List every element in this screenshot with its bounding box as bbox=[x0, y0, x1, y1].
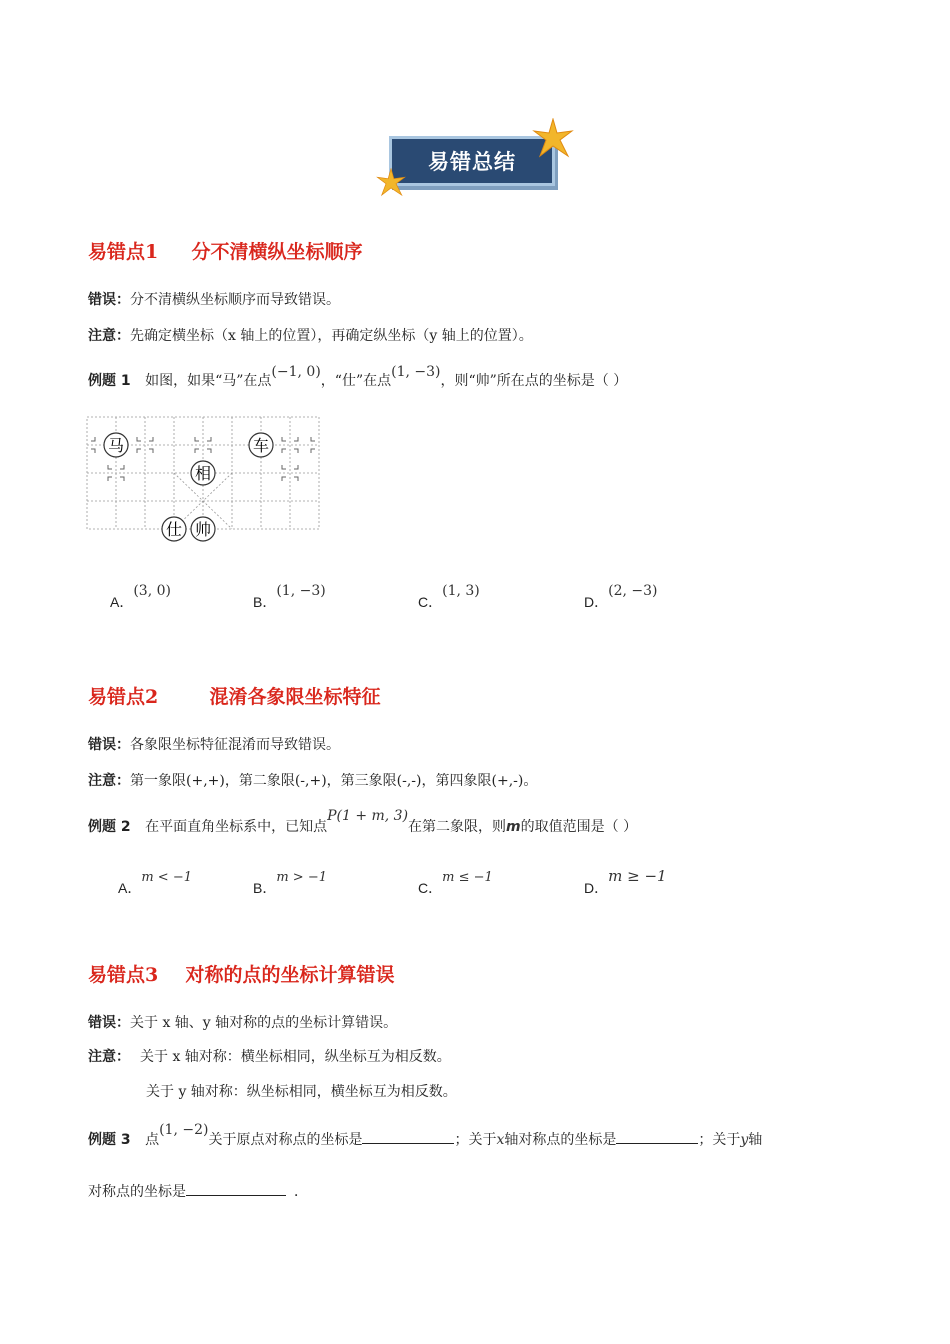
option-letter: C． bbox=[418, 880, 443, 896]
option-c[interactable] bbox=[418, 580, 480, 610]
point: (1, −2) bbox=[159, 1122, 209, 1138]
heading-title: 混淆各象限坐标特征 bbox=[209, 686, 381, 708]
example-label: 例题 1 bbox=[88, 373, 131, 389]
option-letter: B． bbox=[253, 594, 277, 610]
note-text: 关于 x 轴对称：横坐标相同，纵坐标互为相反数。 bbox=[140, 1049, 451, 1065]
option-b[interactable] bbox=[253, 866, 327, 896]
section3-note bbox=[88, 1047, 451, 1067]
heading-number: 2 bbox=[145, 686, 159, 708]
error-text: 各象限坐标特征混淆而导致错误。 bbox=[130, 737, 340, 753]
example2-question bbox=[88, 808, 638, 837]
banner-title: 易错总结 bbox=[428, 150, 516, 174]
section2-note bbox=[88, 771, 537, 791]
error-text: 分不清横纵坐标顺序而导致错误。 bbox=[130, 292, 340, 308]
example-label: 例题 3 bbox=[88, 1132, 131, 1148]
question-text: 关于原点对称点的坐标是 bbox=[208, 1132, 363, 1148]
piece-label: 仕 bbox=[165, 520, 183, 539]
note-label: 注意： bbox=[88, 328, 130, 344]
heading-label: 易错点 bbox=[88, 686, 146, 708]
error-label: 错误： bbox=[88, 737, 130, 753]
heading-title: 对称的点的坐标计算错误 bbox=[185, 964, 395, 986]
section3-heading bbox=[88, 960, 395, 987]
question-text: ． bbox=[294, 1184, 308, 1200]
section2-error bbox=[88, 735, 340, 755]
chess-board-figure bbox=[84, 414, 324, 544]
note-text: 第一象限(+,+)，第二象限(-,+)，第三象限(-,-)，第四象限(+,-)。 bbox=[130, 773, 538, 789]
option-value: m > −1 bbox=[276, 870, 327, 885]
example3-question-cont bbox=[88, 1181, 308, 1202]
option-value: m ≥ −1 bbox=[608, 867, 667, 885]
heading-label: 易错点 bbox=[88, 241, 146, 263]
option-value: m ≤ −1 bbox=[442, 870, 493, 885]
option-value: (3, 0) bbox=[133, 583, 171, 599]
option-letter: D． bbox=[584, 880, 609, 896]
section1-heading bbox=[88, 237, 363, 264]
var-y: y bbox=[740, 1132, 749, 1148]
point-p: P(1 + m, 3) bbox=[327, 808, 409, 824]
question-text: ；关于 bbox=[454, 1132, 497, 1148]
heading-label: 易错点 bbox=[88, 964, 146, 986]
section1-error bbox=[88, 290, 340, 310]
note-text: 先确定横坐标（x 轴上的位置），再确定纵坐标（y 轴上的位置）。 bbox=[130, 328, 533, 344]
piece-label: 车 bbox=[252, 436, 270, 455]
section1-note bbox=[88, 326, 533, 346]
error-label: 错误： bbox=[88, 292, 130, 308]
option-value: (1, −3) bbox=[276, 583, 326, 599]
option-letter: D． bbox=[584, 594, 609, 610]
option-b[interactable] bbox=[253, 580, 326, 610]
option-letter: B． bbox=[253, 880, 277, 896]
question-text: 如图，如果“马”在点 bbox=[145, 373, 272, 389]
error-label: 错误： bbox=[88, 1015, 130, 1031]
question-text: 在第二象限，则 bbox=[408, 819, 507, 835]
question-text: ，“仕”在点 bbox=[320, 373, 392, 389]
error-text: 关于 x 轴、y 轴对称的点的坐标计算错误。 bbox=[130, 1015, 398, 1031]
note-label: 注意： bbox=[88, 1049, 130, 1065]
option-letter: C． bbox=[418, 594, 443, 610]
heading-number: 3 bbox=[145, 964, 159, 986]
piece-label: 相 bbox=[194, 464, 212, 483]
section3-note-2 bbox=[146, 1082, 457, 1102]
answer-blank-origin[interactable] bbox=[362, 1129, 454, 1144]
question-text: ，则“帅”所在点的坐标是（ ） bbox=[440, 373, 628, 389]
heading-title: 分不清横纵坐标顺序 bbox=[191, 241, 363, 263]
star-icon bbox=[532, 118, 574, 160]
question-text: 对称点的坐标是 bbox=[88, 1184, 186, 1200]
option-value: (2, −3) bbox=[608, 583, 658, 599]
point-ma: (−1, 0) bbox=[271, 364, 321, 380]
question-text: 在平面直角坐标系中，已知点 bbox=[145, 819, 328, 835]
option-c[interactable] bbox=[418, 866, 493, 896]
question-text: ；关于 bbox=[698, 1132, 741, 1148]
answer-blank-x-axis[interactable] bbox=[616, 1129, 698, 1144]
option-d[interactable] bbox=[584, 866, 667, 896]
point-shi: (1, −3) bbox=[391, 364, 441, 380]
example-label: 例题 2 bbox=[88, 819, 131, 835]
chess-piece-xiang bbox=[191, 461, 215, 485]
option-d[interactable] bbox=[584, 580, 658, 610]
question-text: 的取值范围是（ ） bbox=[520, 819, 638, 835]
section2-heading bbox=[88, 682, 381, 709]
option-value: (1, 3) bbox=[442, 583, 480, 599]
piece-label: 帅 bbox=[194, 520, 212, 539]
chess-piece-shuai bbox=[191, 517, 215, 541]
answer-blank-y-axis[interactable] bbox=[186, 1181, 286, 1196]
heading-number: 1 bbox=[145, 241, 159, 263]
question-text: 点 bbox=[145, 1132, 160, 1148]
section-banner bbox=[389, 136, 555, 186]
question-text: 轴 bbox=[748, 1132, 763, 1148]
chess-piece-ma bbox=[104, 433, 128, 457]
chess-piece-shi bbox=[162, 517, 186, 541]
option-a[interactable] bbox=[110, 580, 171, 610]
piece-label: 马 bbox=[107, 436, 125, 455]
section3-error bbox=[88, 1013, 397, 1033]
note-label: 注意： bbox=[88, 773, 130, 789]
star-icon bbox=[376, 168, 406, 198]
question-text: 轴对称点的坐标是 bbox=[504, 1132, 617, 1148]
var-m: m bbox=[506, 819, 521, 835]
var-x: x bbox=[496, 1132, 505, 1148]
note-text: 关于 y 轴对称：纵坐标相同，横坐标互为相反数。 bbox=[146, 1084, 457, 1100]
option-a[interactable] bbox=[118, 866, 192, 896]
option-value: m < −1 bbox=[141, 870, 192, 885]
chess-piece-che bbox=[249, 433, 273, 457]
option-letter: A． bbox=[118, 880, 142, 896]
option-letter: A． bbox=[110, 594, 134, 610]
example1-question bbox=[88, 364, 628, 391]
example3-question bbox=[88, 1122, 763, 1150]
